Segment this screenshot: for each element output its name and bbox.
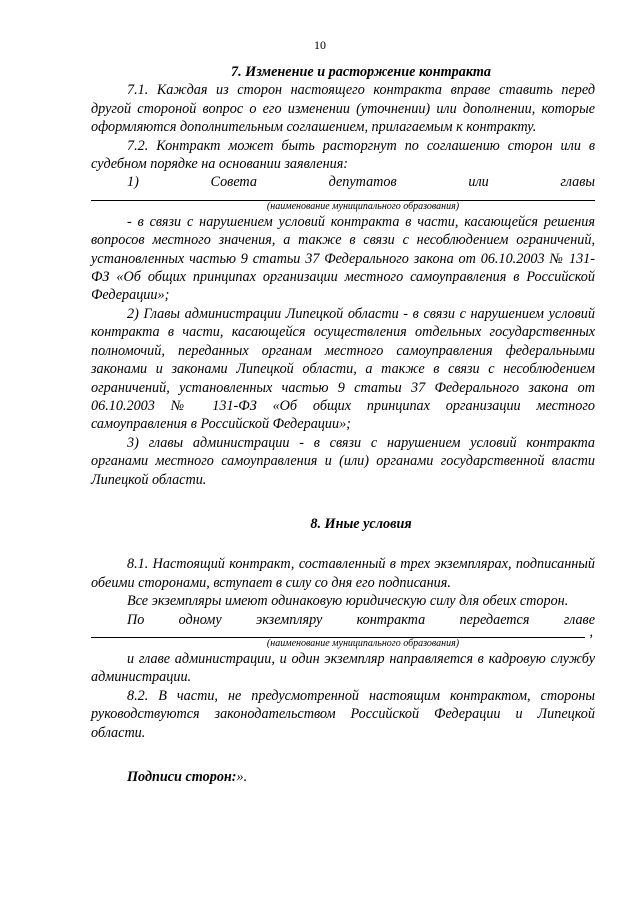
section-7-title: 7. Изменение и расторжение контракта xyxy=(230,64,491,80)
page-number: 10 xyxy=(314,38,326,52)
signatures-label: Подписи сторон: xyxy=(127,769,237,785)
municipality-caption: (наименование муниципального образования) xyxy=(266,200,460,212)
termination-item-1-text: - в связи с нарушением условий контракта в части, касающейся решения вопросов местного значения, а также в связи с несоблюдением ограничений, установленных частью 9 статьи 37 Федерального закона от 06.10.2003 № 131-ФЗ «Об общих принципах организации местного самоуправления в Российской Федерации»; xyxy=(91,213,595,304)
blank-line-wrapper xyxy=(91,623,595,640)
termination-item-2: 2) Главы администрации Липецкой области - в связи с нарушением условий контракта в части, касающейся осуществления отдельных государственных полномочий, переданных органам местного самоуправления федеральными законами и законами Липецкой области, а также в связи с несоблюдением ограничений, установленных частью 9 статьи 37 Федерального закона от 06.10.2003 № 131-ФЗ «Об общих принципах организации местного самоуправления в Российской Федерации»; xyxy=(91,305,595,433)
clause-8-2: 8.2. В части, не предусмотренной настоящим контрактом, стороны руководствуются законодательством Российской Федерации и Липецкой области. xyxy=(91,687,595,741)
blank-line-comma: , xyxy=(589,623,593,640)
signatures-tail: ». xyxy=(236,769,248,785)
document-body xyxy=(91,63,595,786)
clause-8-1-transfer-line: По одному экземпляру контракта передается главе xyxy=(127,611,595,628)
blank-line xyxy=(91,629,585,638)
termination-item-1-line: 1) Совета депутатов или главы xyxy=(127,174,595,191)
municipality-caption: (наименование муниципального образования) xyxy=(266,637,460,649)
clause-8-1-hr: и главе администрации, и один экземпляр направляется в кадровую службу администрации. xyxy=(91,650,595,686)
termination-item-3: 3) главы администрации - в связи с нарушением условий контракта органами местного самоуправления и (или) органами государственной власти Липецкой области. xyxy=(91,434,595,488)
clause-7-1: 7.1. Каждая из сторон настоящего контракта вправе ставить перед другой стороной вопрос о его изменении (уточнении) или дополнении, которые оформляются дополнительным соглашением, прилагаемым к контракту. xyxy=(91,82,595,136)
clause-8-1-copies: Все экземпляры имеют одинаковую юридическую силу для обеих сторон. xyxy=(127,593,569,610)
clause-8-1: 8.1. Настоящий контракт, составленный в трех экземплярах, подписанный обеими сторонами, вступает в силу со дня его подписания. xyxy=(91,556,595,591)
signatures-line xyxy=(91,768,595,786)
clause-7-2: 7.2. Контракт может быть расторгнут по соглашению сторон или в судебном порядке на основании заявления: xyxy=(91,137,595,173)
blank-line xyxy=(91,192,595,201)
section-8-title: 8. Иные условия xyxy=(310,515,412,532)
